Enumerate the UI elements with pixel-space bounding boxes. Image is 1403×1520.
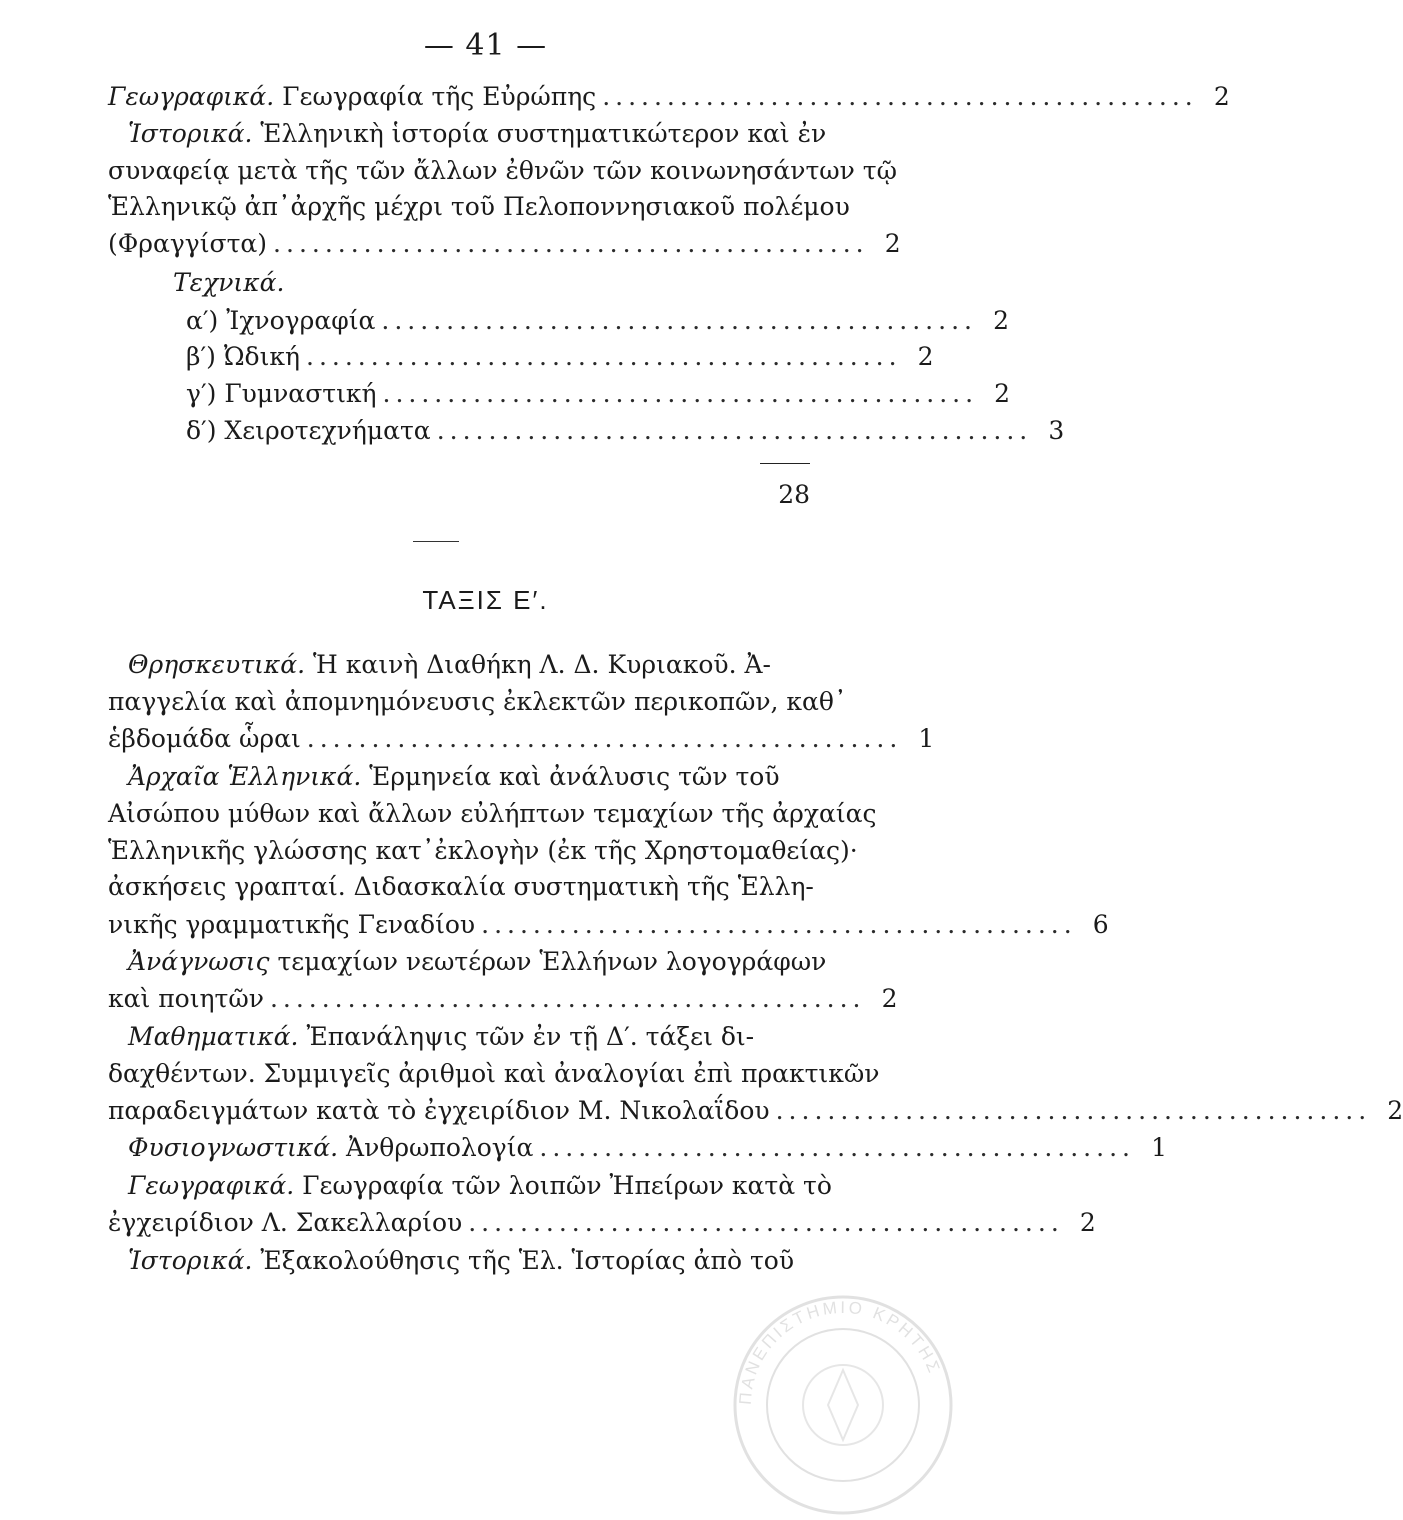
text-line	[108, 227, 901, 261]
line-text: ἑβδομάδα ὧραι	[108, 724, 301, 753]
leader-dots: ..............................................	[539, 1133, 1135, 1162]
text-line	[108, 80, 1230, 114]
subject-label: Γεωγραφικά.	[128, 1171, 295, 1200]
text-line	[108, 1169, 832, 1203]
hours-value: 2	[994, 379, 1011, 408]
text-line: δαχθέντων. Συμμιγεῖς ἀριθμοὶ καὶ ἀναλογίαι ἐπὶ πρακτικῶν	[108, 1059, 880, 1088]
line-text: νικῆς γραμματικῆς Γεναδίου	[108, 910, 476, 939]
text-line: Αἰσώπου μύθων καὶ ἄλλων εὐλήπτων τεμαχίων τῆς ἀρχαίας	[108, 799, 877, 828]
leader-dots: ..............................................	[481, 910, 1077, 939]
leader-dots: ..............................................	[436, 416, 1033, 445]
hours-value: 2	[1079, 1208, 1096, 1237]
total-rule	[760, 463, 810, 464]
text-line: συναφείᾳ μετὰ τῆς τῶν ἄλλων ἐθνῶν τῶν κοινωνησάντων τῷ	[108, 156, 898, 185]
hours-value: 3	[1048, 416, 1065, 445]
line-text: α′) Ἰχνογραφία	[186, 306, 376, 335]
text-line: παγγελία καὶ ἀπομνημόνευσις ἐκλεκτῶν περικοπῶν, καθ᾽	[108, 687, 847, 716]
university-seal-watermark	[728, 1290, 958, 1520]
hours-value: 2	[1213, 82, 1230, 111]
leader-dots: ..............................................	[306, 724, 903, 753]
text-line: Ἑλληνικῆς γλώσσης κατ᾽ἐκλογὴν (ἐκ τῆς Χρηστομαθείας)·	[108, 836, 858, 865]
text-line	[108, 1094, 1403, 1128]
total-hours: 28	[778, 480, 810, 509]
subject-label: Θρησκευτικά.	[128, 650, 306, 679]
leader-dots: ..............................................	[775, 1096, 1372, 1125]
subject-label: Τεχνικά.	[173, 268, 285, 297]
hours-value: 2	[993, 306, 1009, 335]
text-line	[108, 945, 827, 979]
text-line	[108, 1244, 810, 1278]
text-line: Ἑλληνικῷ ἀπ᾽ἀρχῆς μέχρι τοῦ Πελοποννησιακοῦ πολέμου	[108, 192, 850, 221]
text-line	[108, 908, 1109, 942]
text-line	[108, 648, 810, 682]
leader-dots: ..............................................	[382, 379, 979, 408]
leader-dots: ..............................................	[381, 306, 977, 335]
hours-value: 2	[881, 984, 898, 1013]
leader-dots: ..............................................	[468, 1208, 1064, 1237]
line-text: Ἀνθρωπολογία	[338, 1133, 534, 1162]
subject-label: Μαθηματικά.	[128, 1022, 299, 1051]
hours-value: 1	[1151, 1133, 1167, 1162]
hours-value: 2	[1387, 1096, 1403, 1125]
text-line	[108, 340, 934, 374]
seal-text: ΠΑΝΕΠΙΣΤΗΜΙΟ ΚΡΗΤΗΣ	[735, 1297, 945, 1406]
line-text: γ′) Γυμναστική	[186, 379, 377, 408]
subject-label: Ἱστορικά.	[128, 1246, 253, 1275]
leader-dots: ..............................................	[306, 342, 902, 371]
hours-value: 2	[917, 342, 934, 371]
line-text: Ἐξακολούθησις τῆς Ἑλ. Ἱστορίας ἀπὸ τοῦ	[252, 1246, 795, 1275]
line-text: καὶ ποιητῶν	[108, 984, 264, 1013]
text-line	[108, 722, 935, 756]
line-text: ἐγχειρίδιον Λ. Σακελλαρίου	[108, 1208, 463, 1237]
line-text: β′) Ὠδική	[186, 342, 301, 371]
subject-label: Ἀνάγνωσις	[128, 947, 270, 976]
line-text: Ἑρμηνεία καὶ ἀνάλυσις τῶν τοῦ	[361, 762, 780, 791]
subject-label: Ἀρχαῖα Ἑλληνικά.	[128, 762, 362, 791]
svg-text:ΠΑΝΕΠΙΣΤΗΜΙΟ ΚΡΗΤΗΣ	[736, 1298, 945, 1406]
subject-label: Γεωγραφικά.	[108, 82, 275, 111]
text-line	[108, 1020, 810, 1054]
text-line	[108, 117, 827, 151]
text-line: ἀσκήσεις γραπταί. Διδασκαλία συστηματικὴ τῆς Ἑλλη-	[108, 872, 814, 901]
hours-value: 6	[1092, 910, 1109, 939]
line-text: (Φραγγίστα)	[108, 229, 268, 258]
text-line	[108, 414, 1065, 448]
line-text: Ἑλληνικὴ ἱστορία συστηματικώτερον καὶ ἐν	[252, 119, 827, 148]
subject-label: Φυσιογνωστικά.	[128, 1133, 339, 1162]
leader-dots: ..............................................	[269, 984, 866, 1013]
section-heading: ΤΑΞΙΣ Ε′.	[422, 585, 549, 615]
line-text: Γεωγραφία τῆς Εὐρώπης	[274, 82, 597, 111]
line-text: Ἐπανάληψις τῶν ἐν τῇ Δ′. τάξει δι-	[298, 1022, 755, 1051]
section-divider	[413, 541, 459, 542]
line-text: τεμαχίων νεωτέρων Ἑλλήνων λογογράφων	[269, 947, 827, 976]
text-line	[108, 1206, 1096, 1240]
text-line	[108, 266, 810, 300]
leader-dots: ..............................................	[602, 82, 1198, 111]
hours-value: 1	[918, 724, 935, 753]
leader-dots: ..............................................	[273, 229, 869, 258]
line-text: δ′) Χειροτεχνήματα	[186, 416, 431, 445]
line-text: παραδειγμάτων κατὰ τὸ ἐγχειρίδιον Μ. Νικολαΐδου	[108, 1096, 770, 1125]
text-line	[108, 377, 1011, 411]
text-line	[108, 982, 898, 1016]
text-line	[108, 304, 1009, 338]
page-number: — 41 —	[423, 28, 548, 63]
hours-value: 2	[884, 229, 901, 258]
text-line	[108, 1131, 1167, 1165]
subject-label: Ἱστορικά.	[128, 119, 253, 148]
text-line	[108, 760, 810, 794]
line-text: Γεωγραφία τῶν λοιπῶν Ἠπείρων κατὰ τὸ	[294, 1171, 832, 1200]
line-text: Ἡ καινὴ Διαθήκη Λ. Δ. Κυριακοῦ. Ἀ-	[305, 650, 771, 679]
